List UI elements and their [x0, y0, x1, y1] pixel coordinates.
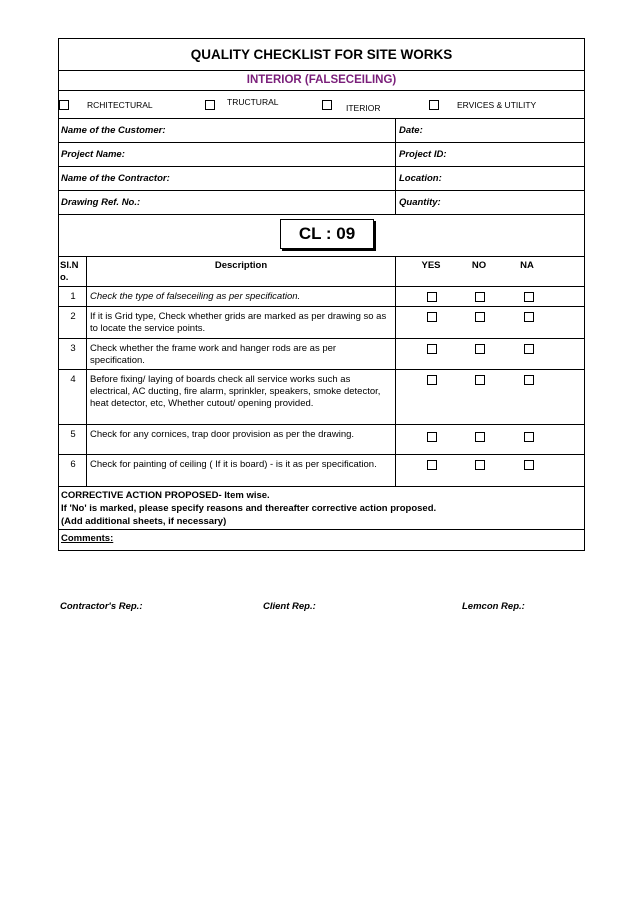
category-row: [59, 91, 584, 119]
description-header: Description: [214, 260, 268, 271]
no-checkbox[interactable]: [475, 375, 485, 385]
date-label: Date:: [399, 125, 423, 136]
page-subtitle: INTERIOR (FALSECEILING): [59, 71, 584, 91]
item-text: Check for painting of ceiling ( If it is board) - is it as per specification.: [90, 459, 377, 470]
page-title: QUALITY CHECKLIST FOR SITE WORKS: [59, 39, 584, 71]
item-text: If it is Grid type, Check whether grids are marked as per drawing so as to locate the service points.: [90, 311, 387, 334]
corrective-line-3: (Add additional sheets, if necessary): [61, 516, 227, 527]
item-text: Check for any cornices, trap door provision as per the drawing.: [90, 429, 355, 440]
item-number: 3: [70, 343, 76, 354]
no-header: NO: [471, 260, 487, 271]
contractor-name-label: Name of the Contractor:: [61, 173, 170, 184]
contractor-rep-label: Contractor's Rep.:: [60, 601, 143, 612]
yes-checkbox[interactable]: [427, 432, 437, 442]
na-checkbox[interactable]: [524, 432, 534, 442]
yes-checkbox[interactable]: [427, 292, 437, 302]
item-text: Before fixing/ laying of boards check all service works such as electrical, AC ducting, fire alarm, sprinkler, speakers, smoke detector, heat detector, etc, Whether cutout/ opening provided.: [90, 374, 381, 409]
yes-checkbox[interactable]: [427, 312, 437, 322]
category-architectural[interactable]: [59, 91, 153, 119]
customer-name-label: Name of the Customer:: [61, 125, 166, 136]
client-rep-label: Client Rep.:: [263, 601, 316, 612]
yes-header: YES: [421, 260, 441, 271]
field-row-customer: [59, 119, 584, 143]
checkbox-icon[interactable]: [322, 100, 332, 110]
category-label: TRUCTURAL: [227, 97, 279, 107]
checkbox-icon[interactable]: [205, 100, 215, 110]
item-number: 5: [70, 429, 76, 440]
quantity-label: Quantity:: [399, 197, 441, 208]
table-row: [59, 339, 584, 370]
no-checkbox[interactable]: [475, 344, 485, 354]
checklist-code-row: [59, 215, 584, 257]
drawing-ref-label: Drawing Ref. No.:: [61, 197, 141, 208]
na-checkbox[interactable]: [524, 292, 534, 302]
sl-no-header: Sl.N o.: [60, 260, 79, 283]
na-checkbox[interactable]: [524, 312, 534, 322]
field-row-contractor: [59, 167, 584, 191]
table-row: [59, 370, 584, 425]
table-row: [59, 425, 584, 455]
project-name-label: Project Name:: [61, 149, 125, 160]
category-label: ERVICES & UTILITY: [457, 100, 537, 110]
yes-checkbox[interactable]: [427, 460, 437, 470]
project-id-label: Project ID:: [399, 149, 447, 160]
corrective-line-2: If 'No' is marked, please specify reasons and thereafter corrective action proposed.: [61, 503, 437, 514]
category-structural[interactable]: [205, 91, 278, 119]
item-number: 4: [70, 374, 76, 385]
no-checkbox[interactable]: [475, 312, 485, 322]
no-checkbox[interactable]: [475, 432, 485, 442]
item-text: Check the type of falseceiling as per specification.: [90, 291, 301, 302]
category-label: RCHITECTURAL: [87, 100, 153, 110]
location-label: Location:: [399, 173, 442, 184]
table-row: [59, 455, 584, 487]
category-interior[interactable]: [322, 91, 380, 119]
checklist-code: CL : 09: [280, 219, 374, 249]
yes-checkbox[interactable]: [427, 344, 437, 354]
checkbox-icon[interactable]: [429, 100, 439, 110]
no-checkbox[interactable]: [475, 292, 485, 302]
table-header: [59, 257, 584, 287]
yes-checkbox[interactable]: [427, 375, 437, 385]
item-text: Check whether the frame work and hanger rods are as per specification.: [90, 343, 337, 366]
na-checkbox[interactable]: [524, 460, 534, 470]
field-row-drawing: [59, 191, 584, 215]
field-row-project: [59, 143, 584, 167]
item-number: 1: [70, 291, 76, 302]
na-checkbox[interactable]: [524, 375, 534, 385]
item-number: 6: [70, 459, 76, 470]
na-checkbox[interactable]: [524, 344, 534, 354]
table-row: [59, 287, 584, 307]
category-label: ITERIOR: [346, 103, 381, 113]
checkbox-icon[interactable]: [59, 100, 69, 110]
checklist-sheet: [58, 38, 585, 551]
category-services[interactable]: [429, 91, 536, 119]
comments-label: Comments:: [59, 530, 584, 551]
item-number: 2: [70, 311, 76, 322]
no-checkbox[interactable]: [475, 460, 485, 470]
lemcon-rep-label: Lemcon Rep.:: [462, 601, 525, 612]
na-header: NA: [520, 260, 534, 271]
corrective-action-section: [59, 487, 584, 530]
corrective-line-1: CORRECTIVE ACTION PROPOSED- Item wise.: [61, 490, 270, 501]
table-row: [59, 307, 584, 339]
